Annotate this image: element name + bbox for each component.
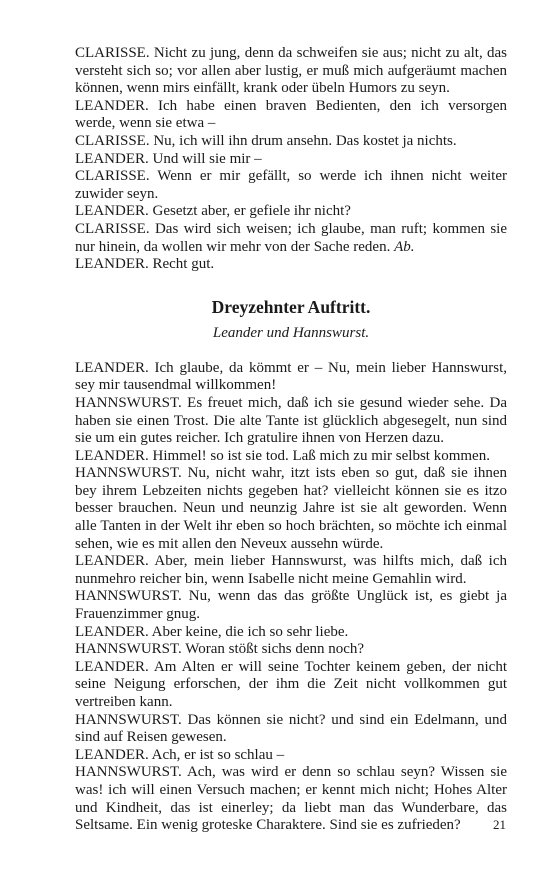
dialogue-line: CLARISSE. Wenn er mir gefällt, so werde ich ihnen nicht weiter zuwider seyn. [75, 168, 507, 202]
dialogue-line: LEANDER. Aber, mein lieber Hannswurst, was hilfts mich, daß ich nunmehro reicher bin, wenn Isabelle nicht meine Gemahlin wird. [75, 553, 507, 587]
dialogue-line: HANNSWURST. Woran stößt sichs denn noch? [75, 641, 365, 658]
dialogue-line: LEANDER. Aber keine, die ich so sehr liebe. [75, 623, 349, 640]
page-number: 21 [493, 817, 506, 832]
dialogue-block-2 [75, 360, 507, 835]
stage-direction: Ab. [394, 238, 415, 255]
dialogue-line: LEANDER. Und will sie mir – [75, 150, 262, 167]
dialogue-line: LEANDER. Himmel! so ist sie tod. Laß mich zu mir selbst kommen. [75, 447, 490, 464]
dialogue-line: LEANDER. Recht gut. [75, 256, 215, 273]
dialogue-line: LEANDER. Gesetzt aber, er gefiele ihr nicht? [75, 203, 351, 220]
dialogue-line: HANNSWURST. Nu, nicht wahr, itzt ists eben so gut, daß sie ihnen bey ihrem Lebzeiten nichts gegeben hat? vielleicht können sie es itzo besser brauchen. Neun und neunzig Jahre ist sie alt geworden. Wenn alle Tanten in der Welt ihr eben so hoch brächten, so möchte ich einmal sehen, wie es mit allen den Neveux aussehn würde. [75, 465, 507, 552]
dialogue-block-1 [75, 45, 507, 274]
dialogue-line: HANNSWURST. Nu, wenn das das größte Unglück ist, es giebt ja Frauenzimmer gnug. [75, 588, 507, 623]
dialogue-line: HANNSWURST. Es freuet mich, daß ich sie gesund wieder sehe. Da haben sie einen Trost. Die alte Tante ist glücklich abgesegelt, nun sind sie um ein gutes reicher. Ich gratulire ihnen von Herzen dazu. [75, 394, 507, 447]
dialogue-line: LEANDER. Am Alten er will seine Tochter keinem geben, der nicht seine Neigung erforschen, der ihm die Zeit nicht vollkommen gut vertreiben kann. [75, 658, 507, 710]
dialogue-line: LEANDER. Ich habe einen braven Bedienten, den ich versorgen werde, wenn sie etwa – [75, 97, 507, 132]
page-body [75, 45, 507, 835]
scene-title: Dreyzehnter Auftritt. [211, 296, 371, 317]
dialogue-line: CLARISSE. Nu, ich will ihn drum ansehn. Das kostet ja nichts. [75, 132, 457, 149]
dialogue-line: LEANDER. Ach, er ist so schlau – [75, 746, 285, 763]
dialogue-line: HANNSWURST. Ach, was wird er denn so schlau seyn? Wissen sie was! ich will einen Versuch machen; er kennt mich nicht; Hohes Alter und Kindheit, das ist einerley; da liebt man das Wunderbare, das Seltsame. Ein wenig groteske Charaktere. Sind sie es zufrieden? [75, 764, 507, 834]
dialogue-line [75, 221, 507, 256]
dialogue-line: LEANDER. Ich glaube, da kömmt er – Nu, mein lieber Hannswurst, sey mir tausendmal willkommen! [75, 359, 507, 394]
dialogue-text: CLARISSE. Das wird sich weisen; ich glaube, man ruft; kommen sie nur hinein, da wollen wir mehr von der Sache reden. [75, 220, 507, 255]
scene-characters: Leander und Hannswurst. [212, 324, 370, 341]
dialogue-line: HANNSWURST. Das können sie nicht? und sind ein Edelmann, und sind auf Reisen gewesen. [75, 711, 507, 746]
dialogue-line: CLARISSE. Nicht zu jung, denn da schweifen sie aus; nicht zu alt, das versteht sich so; vor allen aber lustig, er muß mich aufgeräumt machen können, wenn mirs einfällt, krank oder übeln Humors zu seyn. [75, 45, 507, 97]
